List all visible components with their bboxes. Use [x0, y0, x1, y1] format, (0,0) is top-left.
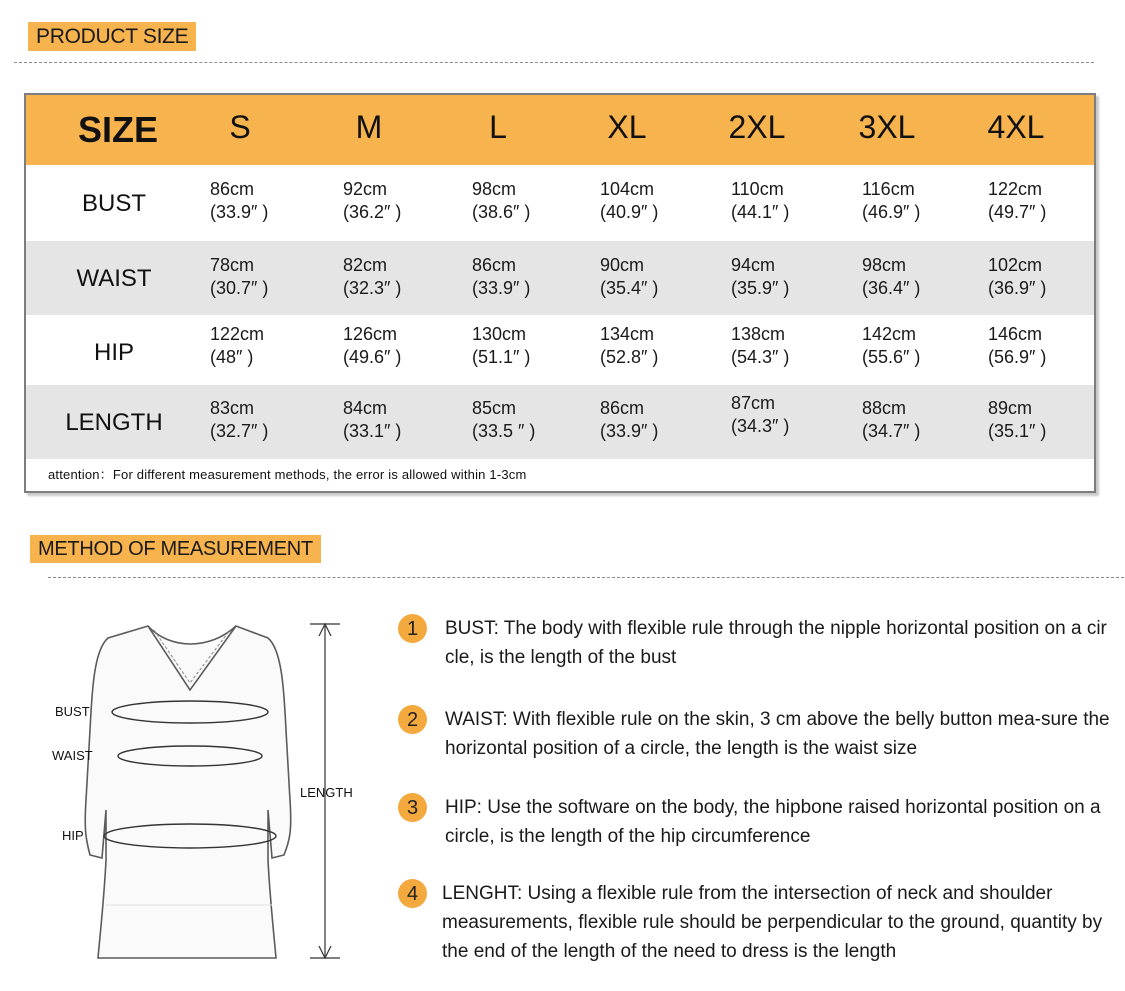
step-number-badge: 4: [398, 879, 427, 908]
table-cell: 122cm (48″ ): [210, 324, 265, 367]
table-cell: 89cm (35.1″ ): [988, 398, 1047, 441]
row-label: BUST: [81, 190, 146, 217]
dress-drawing: [0, 0, 380, 991]
table-cell: 104cm (40.9″ ): [600, 179, 659, 222]
table-cell: 102cm (36.9″ ): [988, 255, 1047, 298]
method-heading: METHOD OF MEASUREMENT: [30, 535, 321, 563]
table-cell: 86cm (33.9″ ): [472, 255, 531, 298]
figure-label-waist: WAIST: [52, 748, 93, 763]
figure-label-bust: BUST: [55, 704, 90, 719]
row-label: HIP: [93, 339, 134, 366]
figure-label-length: LENGTH: [300, 785, 353, 800]
table-cell: 134cm (52.8″ ): [600, 324, 659, 367]
step-text: BUST: The body with flexible rule through the nipple horizontal position on a cir cle, is the length of the bust: [445, 618, 1107, 668]
step-text: HIP: Use the software on the body, the hipbone raised horizontal position on a circle, is the length of the hip circumference: [445, 797, 1101, 847]
table-cell: 88cm (34.7″ ): [862, 398, 921, 441]
size-col-header: XL: [607, 109, 647, 145]
step-text: LENGHT: Using a flexible rule from the intersection of neck and shoulder measurements, flexible rule should be perpendicular to the ground, quantity by the end of the length of the need to dress is the length: [442, 883, 1103, 962]
product-size-heading: PRODUCT SIZE: [28, 22, 196, 51]
size-col-header: M: [355, 109, 383, 145]
row-label: LENGTH: [65, 409, 163, 436]
table-cell: 94cm (35.9″ ): [731, 255, 790, 298]
table-cell: 84cm (33.1″ ): [343, 398, 402, 441]
measure-step-2: [398, 705, 1110, 765]
table-cell: 110cm (44.1″ ): [731, 179, 790, 222]
table-cell: 87cm (34.3″ ): [731, 393, 790, 436]
size-col-header: 4XL: [987, 109, 1045, 145]
table-cell: 83cm (32.7″ ): [210, 398, 269, 441]
table-cell: 92cm (36.2″ ): [343, 179, 402, 222]
table-cell: 86cm (33.9″ ): [600, 398, 659, 441]
table-cell: 130cm (51.1″ ): [472, 324, 531, 367]
step-number-badge: 2: [398, 705, 427, 734]
table-cell: 98cm (38.6″ ): [472, 179, 531, 222]
table-cell: 126cm (49.6″ ): [343, 324, 402, 367]
table-cell: 82cm (32.3″ ): [343, 255, 402, 298]
measurement-note: attention：For different measurement methods, the error is allowed within 1-3cm: [48, 467, 527, 482]
row-label: WAIST: [76, 265, 152, 292]
measure-step-3: [398, 793, 1103, 853]
measure-step-4: [398, 879, 1103, 969]
table-cell: 98cm (36.4″ ): [862, 255, 921, 298]
table-cell: 138cm (54.3″ ): [731, 324, 790, 367]
step-number-badge: 3: [398, 793, 427, 822]
table-cell: 146cm (56.9″ ): [988, 324, 1047, 367]
figure-label-hip: HIP: [62, 828, 84, 843]
table-cell: 90cm (35.4″ ): [600, 255, 659, 298]
size-col-header: 3XL: [858, 109, 916, 145]
measure-step-1: [398, 614, 1107, 674]
table-cell: 116cm (46.9″ ): [862, 179, 921, 222]
size-header-label: SIZE: [78, 109, 159, 150]
step-text: WAIST: With flexible rule on the skin, 3 cm above the belly button mea-sure the horizontal position of a circle, the length is the waist size: [445, 709, 1110, 759]
size-col-header: S: [229, 109, 251, 145]
size-col-header: L: [489, 109, 507, 145]
table-cell: 86cm (33.9″ ): [210, 179, 269, 222]
size-col-header: 2XL: [728, 109, 786, 145]
table-cell: 122cm (49.7″ ): [988, 179, 1047, 222]
table-cell: 78cm (30.7″ ): [210, 255, 269, 298]
table-cell: 85cm (33.5 ″ ): [472, 398, 536, 441]
step-number-badge: 1: [398, 614, 427, 643]
table-cell: 142cm (55.6″ ): [862, 324, 921, 367]
